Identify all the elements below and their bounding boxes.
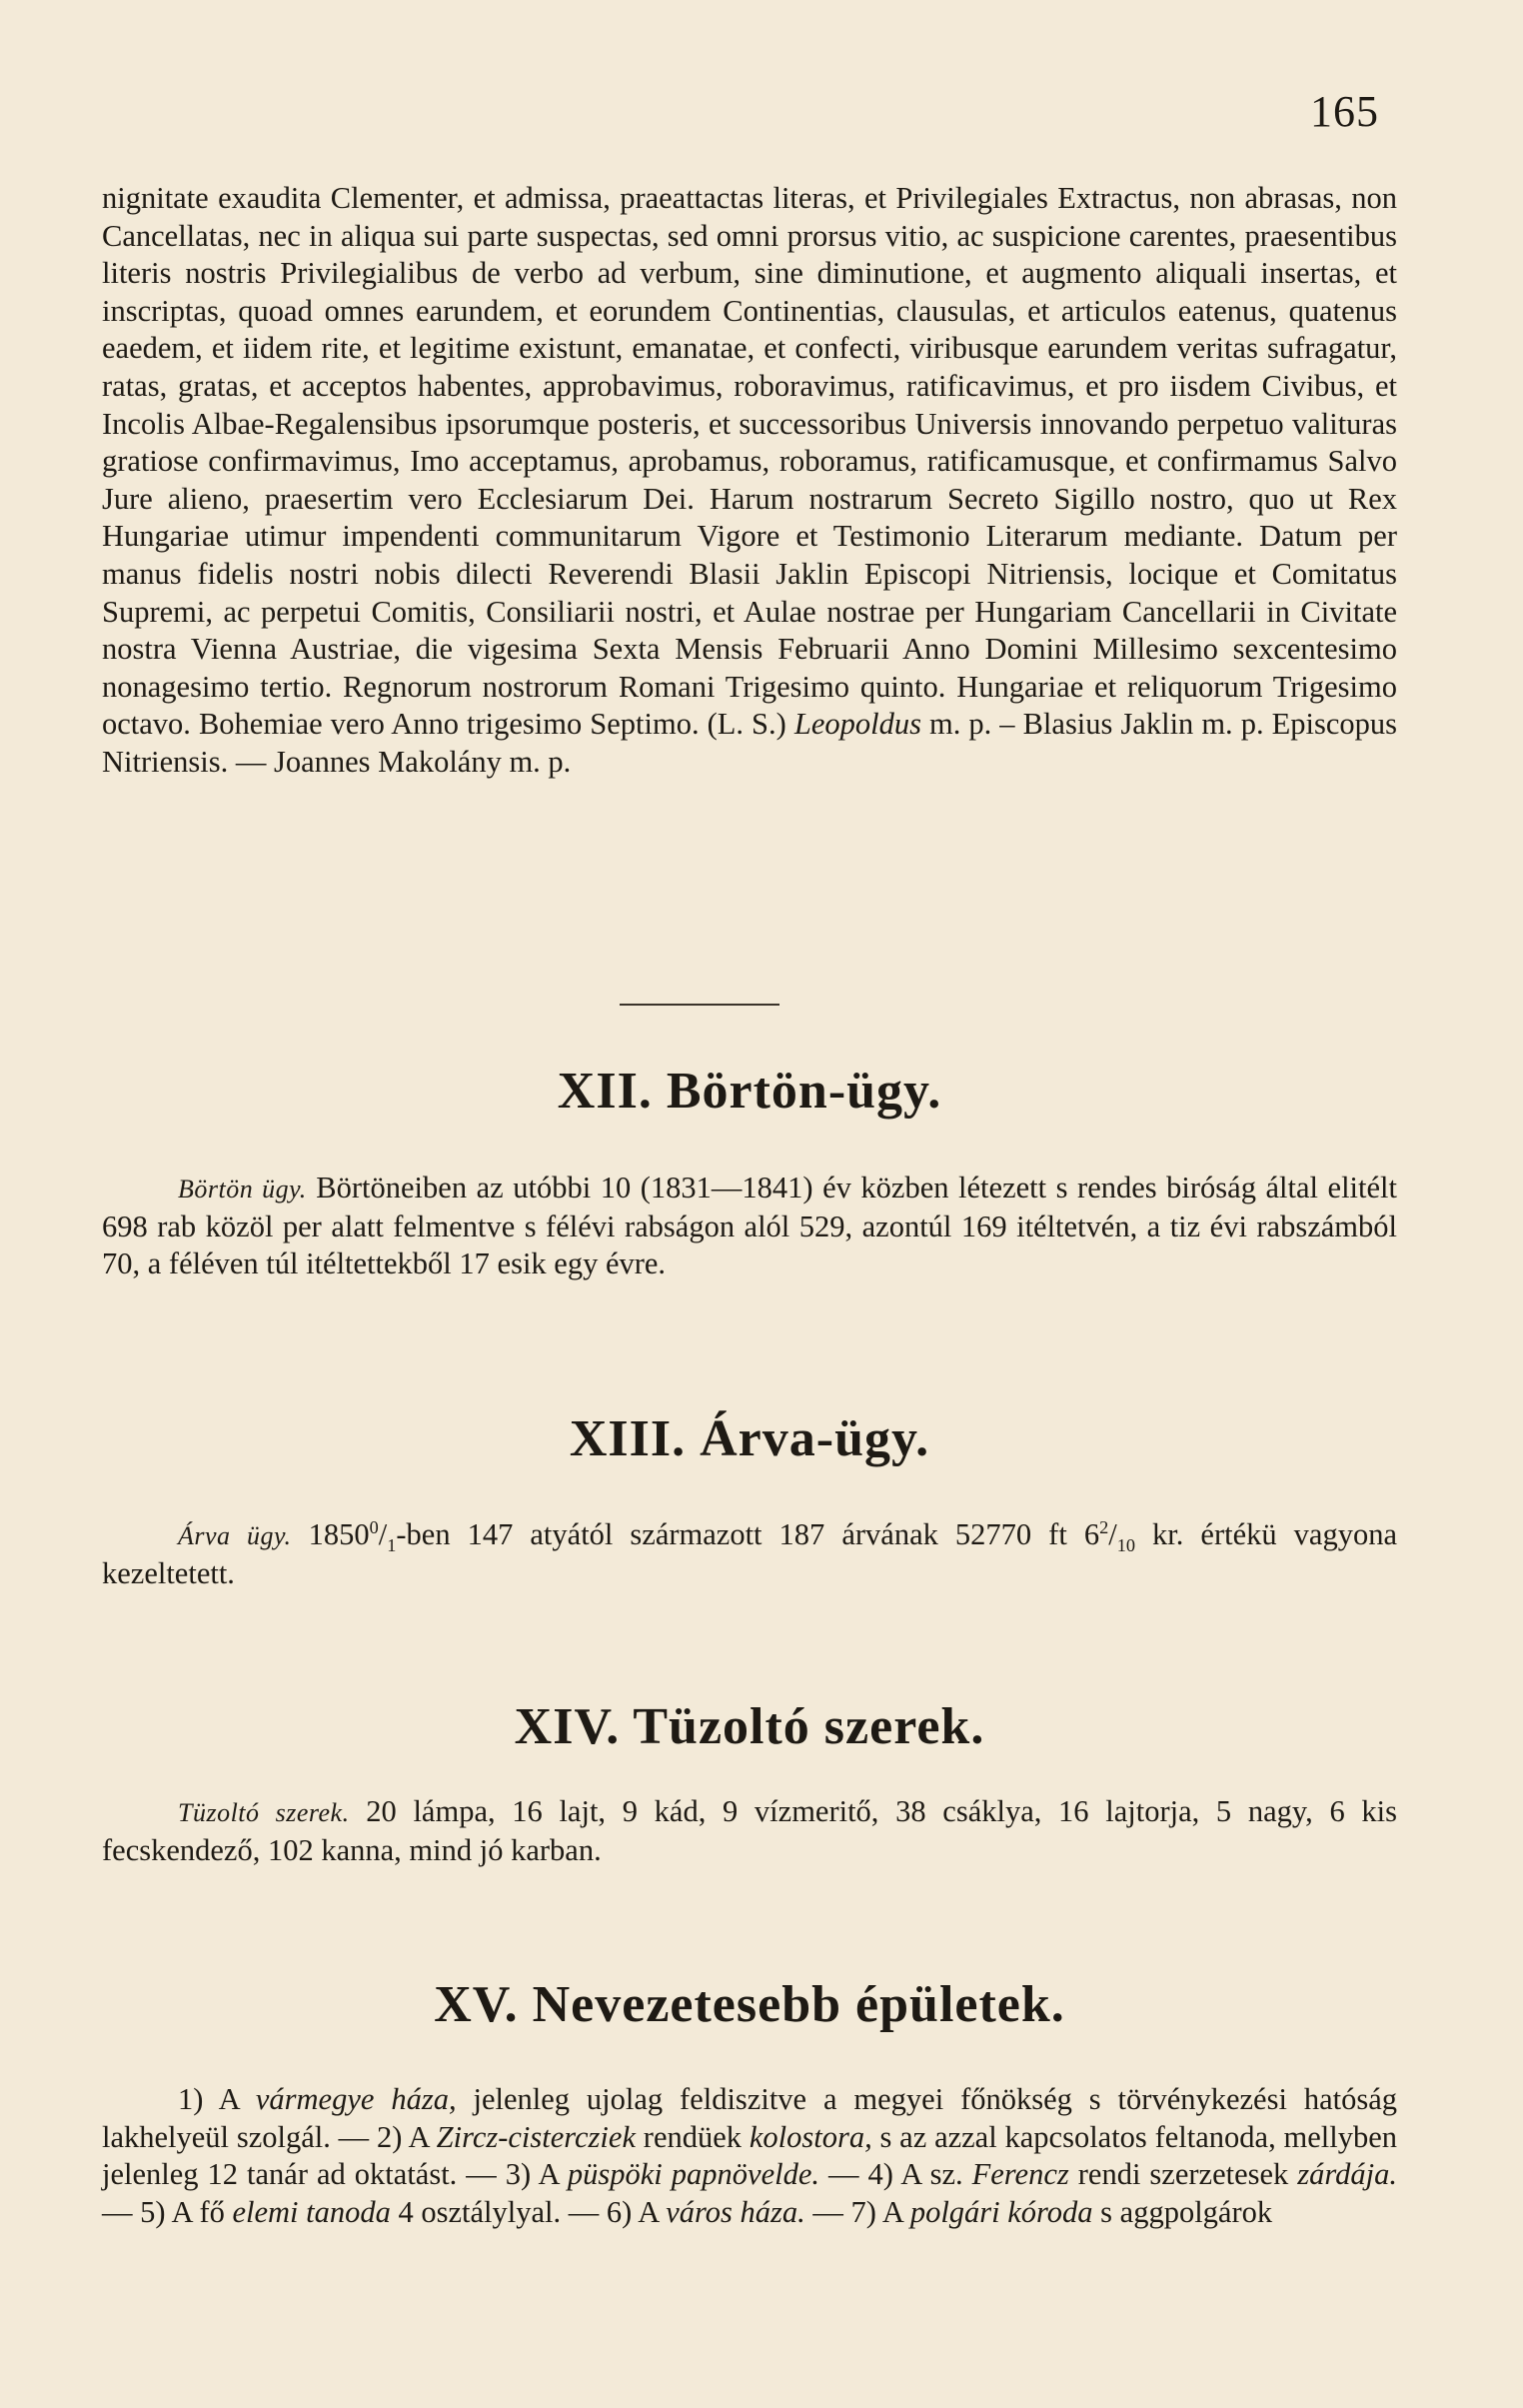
s15-italic-9: polgári kóroda [909, 2194, 1093, 2229]
s15-italic-4: püspöki papnövelde. [567, 2157, 819, 2192]
s15-text-6: rendi szerzetesek [1068, 2157, 1298, 2192]
page-number: 165 [1310, 87, 1379, 136]
section-body-15 [102, 2081, 1397, 2231]
section-body-14 [102, 1793, 1397, 1869]
section-heading-15: XV. Nevezetesebb épületek. [434, 1976, 1065, 2033]
s15-text-2: jelenleg ujolag feldiszitve a megyei főnökség s törvénykezési hatóság lakhelyeül szolgál. — 2) A [102, 2082, 1398, 2154]
charter-text-block [102, 180, 1397, 782]
fraction-denominator: 10 [1116, 1535, 1136, 1556]
fraction-numerator: 2 [1099, 1516, 1109, 1537]
s15-italic-7: elemi tanoda [232, 2194, 391, 2229]
s15-italic-1: vármegye háza, [255, 2082, 457, 2116]
s15-text-10: s aggpolgárok [1092, 2194, 1273, 2229]
section-text-13a: 1850 [291, 1517, 370, 1551]
section-heading-12: XII. Börtön-ügy. [557, 1063, 942, 1120]
section-text-12: Börtöneiben az utóbbi 10 (1831—1841) év közben létezett s rendes biróság által elitélt 698 rab közöl per alatt felmentve s félévi rabságon alól 529, azontúl 169 itéltetvén, a tiz évi rabszámból 70, a féléven túl itéltettekből 17 esik egy évre. [102, 1171, 1397, 1281]
s15-text-9: — 7) A [804, 2194, 910, 2229]
s15-text-3: rendüek [635, 2119, 750, 2154]
separator-rule [620, 1004, 779, 1006]
s15-text-1: 1) A [178, 2082, 256, 2116]
section-body-13 [102, 1516, 1397, 1592]
section-heading-13: XIII. Árva-ügy. [569, 1410, 930, 1467]
section-body-12 [102, 1170, 1397, 1283]
section-lead-12: Börtön ügy. [178, 1175, 307, 1204]
s15-italic-2: Zircz-cistercziek [436, 2119, 636, 2154]
section-heading-14: XIV. Tüzoltó szerek. [514, 1698, 985, 1755]
section-text-13-sub: 1 [387, 1535, 397, 1556]
section-paragraph-13: Árva ügy. $1850^0/_1$-ben 147 atyától származott 187 árvának 52770 ft $6^2/_{10}$ kr. értékü vagyona kezeltetett. [102, 1516, 1398, 1590]
section-paragraph-14 [102, 1793, 1397, 1869]
s15-text-5: — 4) A sz. [819, 2157, 972, 2192]
s15-italic-8: város háza. [666, 2194, 805, 2229]
charter-text: nignitate exaudita Clementer, et admissa, praeattactas literas, et Privilegiales Extractus, non abrasas, non Cancellatas, nec in aliqua sui parte suspectas, sed omni prorsus vitio, ac suspicione carentes, praesentibus literis nostris Privilegialibus de verbo ad verbum, sine diminutione, et augmento aliquali insertas, et inscriptas, quoad omnes earundem, et eorundem Continentias, clausulas, et articulos eatenus, quatenus eaedem, et iidem rite, et legitime existunt, emanatae, et confecti, viribusque earundem veritas sufragatur, ratas, gratas, et acceptos habentes, approbavimus, roboravimus, ratificavimus, et pro iisdem Civibus, et Incolis Albae-Regalensibus ipsorumque posteris, et successoribus Universis innovando perpetuo valituras gratiose confirmavimus, Imo acceptamus, aprobamus, roboramus, ratificamusque, et confirmamus Salvo Jure alieno, praesertim vero Ecclesiarum Dei. Harum nostrarum Secreto Sigillo nostro, quo ut Rex Hungariae utimur impendenti communitarum Vigore et Testimonio Literarum mediante. Datum per manus fidelis nostri nobis dilecti Reverendi Blasii Jaklin Episcopi Nitriensis, locique et Comitatus Supremi, ac perpetui Comitis, Consiliarii nostri, et Aulae nostrae per Hungariam Cancellarii in Civitate nostra Vienna Austriae, die vigesima Sexta Mensis Februarii Anno Domini Millesimo sexcentesimo nonagesimo tertio. Regnorum nostrorum Romani Trigesimo quinto. Hungariae et reliquorum Trigesimo octavo. Bohemiae vero Anno trigesimo Septimo. (L. S.) [102, 181, 1397, 742]
section-text-13b: / [378, 1517, 388, 1551]
s15-text-7: — 5) A fő [102, 2194, 233, 2229]
section-text-13d: kr. értékü vagyona kezeltetett. [102, 1517, 1398, 1590]
section-paragraph-12 [102, 1170, 1397, 1283]
s15-italic-6: zárdája. [1297, 2157, 1397, 2192]
signature-name: Leopoldus [793, 707, 921, 742]
section-lead-13: Árva ügy. [178, 1521, 292, 1550]
section-paragraph-15 [102, 2081, 1397, 2231]
section-text-14: 20 lámpa, 16 lajt, 9 kád, 9 vízmeritő, 38 csáklya, 16 lajtorja, 5 nagy, 6 kis fecskendező, 102 kanna, mind jó karban. [102, 1794, 1397, 1867]
s15-text-4: s az azzal kapcsolatos feltanoda, mellyben jelenleg 12 tanár ad oktatást. — 3) A [102, 2119, 1397, 2192]
charter-paragraph [102, 180, 1397, 782]
s15-italic-3: kolostora, [749, 2119, 872, 2154]
section-text-13c: -ben 147 atyától származott 187 árvának 52770 ft 6 [396, 1517, 1100, 1551]
section-text-13-sup: 0 [369, 1516, 379, 1537]
signature-rest: m. p. – Blasius Jaklin m. p. Episcopus Nitriensis. — Joannes Makolány m. p. [102, 707, 1398, 779]
section-lead-14: Tüzoltó szerek. [178, 1798, 350, 1827]
s15-text-8: 4 osztálylyal. — 6) A [390, 2194, 667, 2229]
s15-italic-5: Ferencz [971, 2157, 1069, 2192]
